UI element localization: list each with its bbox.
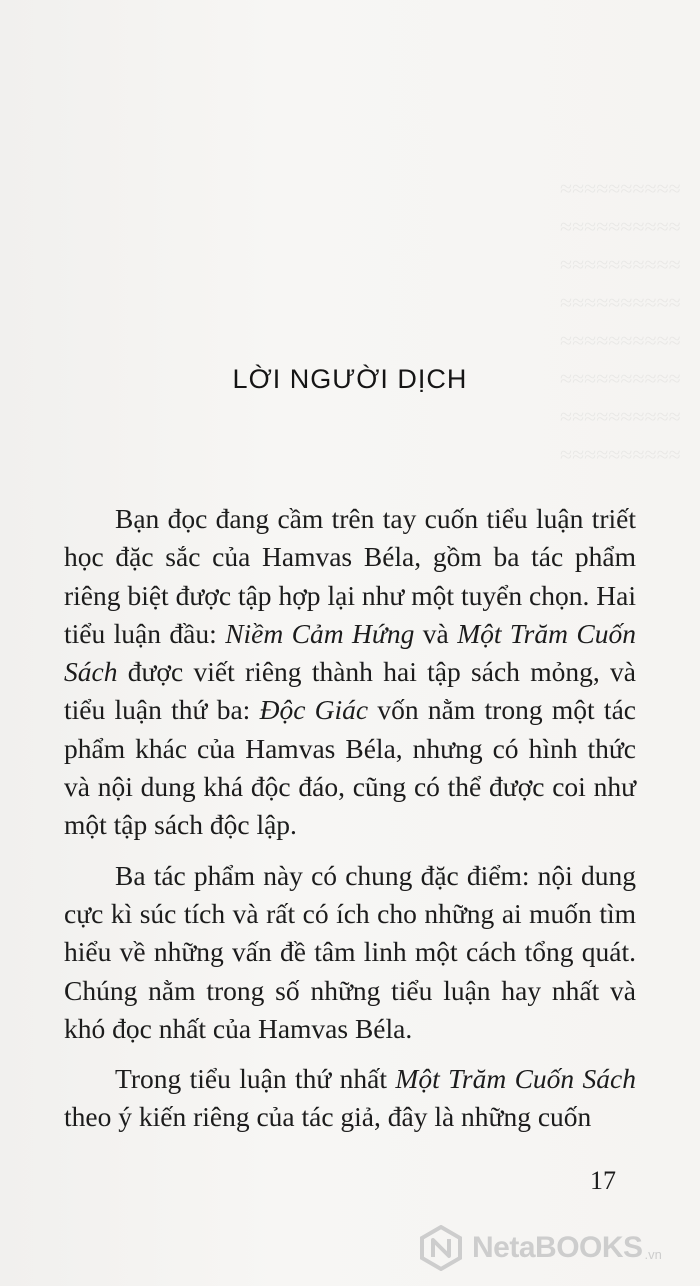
body-text [64, 500, 636, 1149]
italic-title: Một Trăm Cuốn Sách [64, 617, 636, 688]
watermark [418, 1222, 662, 1274]
watermark-brand: NetaBOOKS [472, 1231, 643, 1264]
chapter-heading: LỜI NGƯỜI DỊCH [232, 364, 468, 394]
page-number: 17 [590, 1166, 616, 1195]
text-run: theo ý kiến riêng của tác giả, đây là những cuốn [64, 1101, 592, 1133]
text-run: vốn nằm trong một tác phẩm khác của Hamvas Béla, nhưng có hình thức và nội dung khá độc đáo, cũng có thể được coi như một tập sách độc lập. [64, 694, 636, 841]
text-run: và [414, 617, 458, 649]
text-run: Trong tiểu luận thứ nhất [115, 1063, 396, 1095]
italic-title: Độc Giác [259, 694, 369, 726]
text-run: Ba tác phẩm này có chung đặc điểm: nội dung cực kì súc tích và rất có ích cho những ai muốn tìm hiểu về những vấn đề tâm linh một cách tổng quát. Chúng nằm trong số những tiểu luận hay nhất và khó đọc nhất của Hamvas Béla. [64, 859, 636, 1044]
italic-title: Một Trăm Cuốn Sách [395, 1063, 637, 1095]
paragraph [64, 857, 636, 1048]
bleed-through-texture: ≈≈≈≈≈≈≈≈≈≈ ≈≈≈≈≈≈≈≈≈≈ ≈≈≈≈≈≈≈≈≈≈ ≈≈≈≈≈≈≈≈≈≈ ≈≈≈≈≈≈≈≈≈≈ ≈≈≈≈≈≈≈≈≈≈ ≈≈≈≈≈≈≈≈≈≈ ≈≈≈≈≈≈≈≈≈≈ [560, 176, 681, 467]
paragraph [64, 1060, 636, 1137]
netabooks-logo-icon [418, 1225, 464, 1271]
paragraph [64, 500, 636, 845]
italic-title: Niềm Cảm Hứng [225, 617, 415, 649]
text-run: được viết riêng thành hai tập sách mỏng, và tiểu luận thứ ba: [64, 656, 636, 726]
text-run: Bạn đọc đang cầm trên tay cuốn tiểu luận triết học đặc sắc của Hamvas Béla, gồm ba tác phẩm riêng biệt được tập hợp lại như một tuyển chọn. Hai tiểu luận đầu: [64, 503, 636, 649]
watermark-suffix: .vn [644, 1246, 662, 1262]
